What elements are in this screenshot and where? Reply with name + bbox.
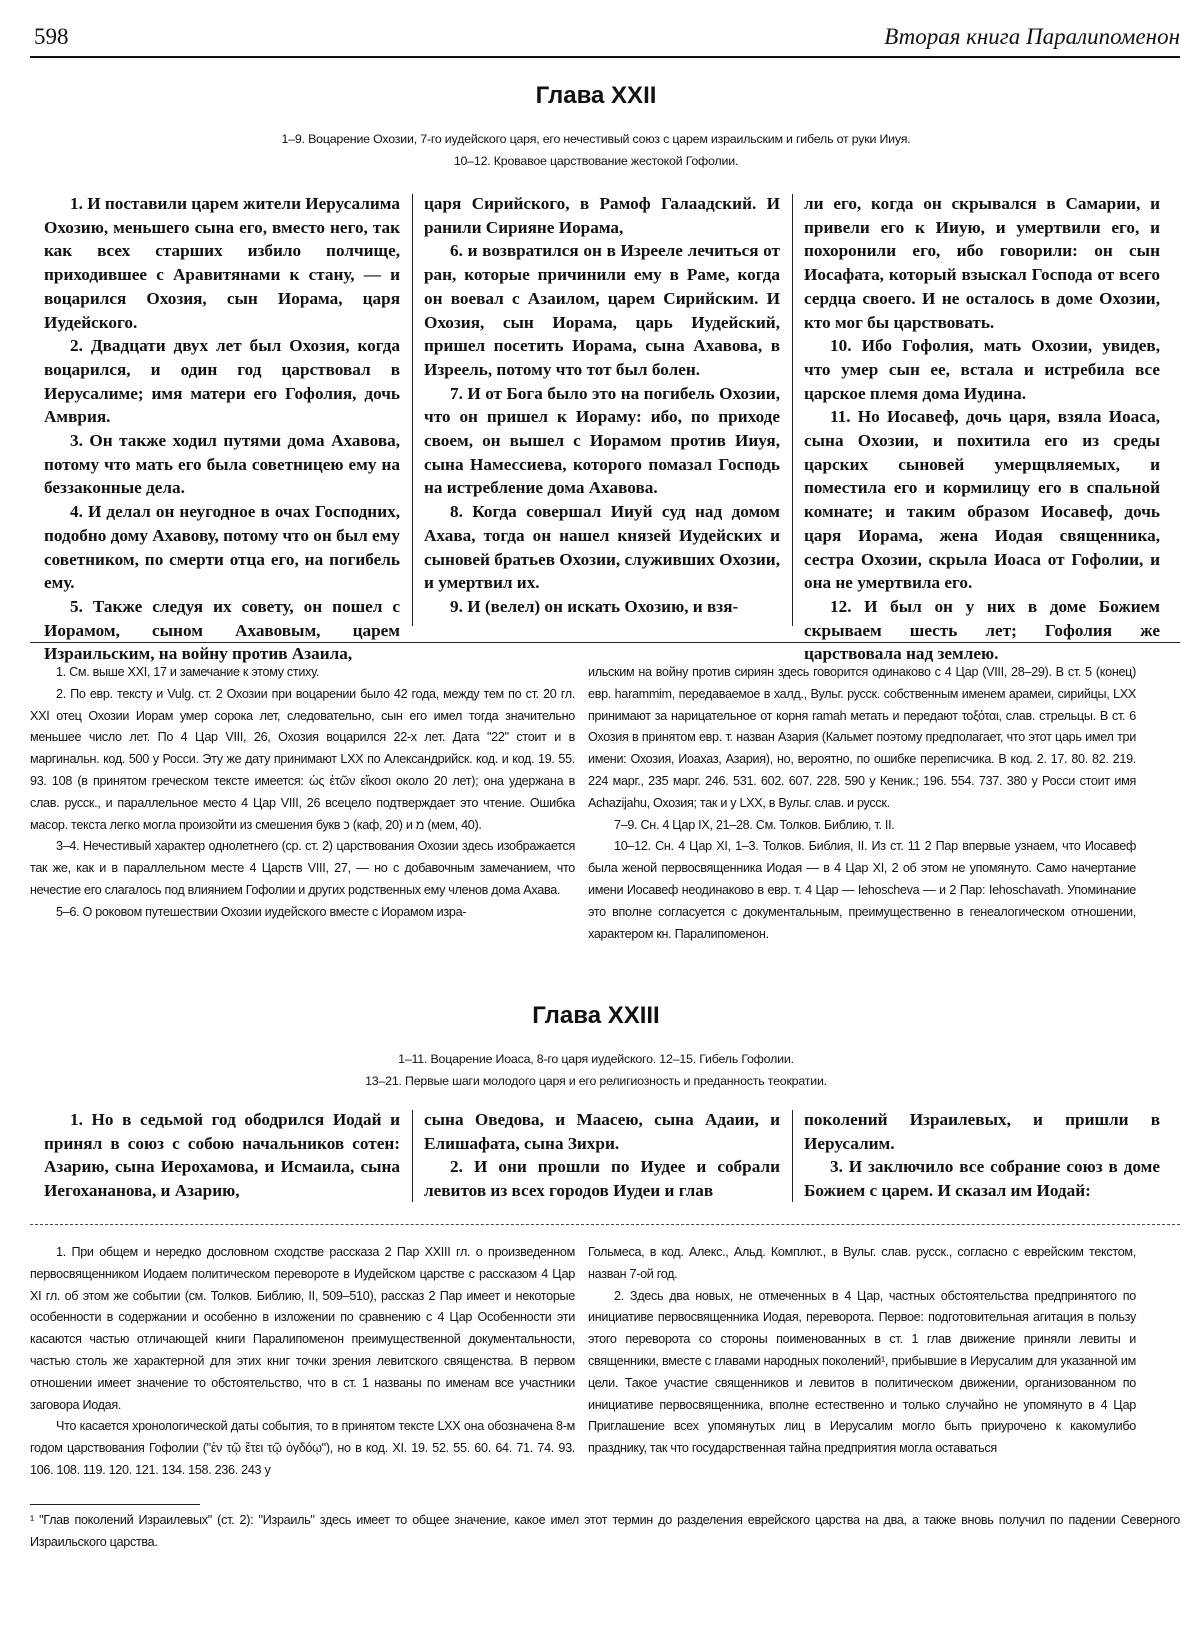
- chapter-23-notes: [30, 1242, 1180, 1492]
- verse: 1. И поставили царем жители Иерусалима Охозию, меньшего сына его, вместо него, так как всех старших избило полчище, приходившее с Аравитянами к стану, — и воцарился Охозия, сын Иорама, царя Иудейского.: [44, 194, 400, 332]
- verse: 4. И делал он неугодное в очах Господних, подобно дому Ахавову, потому что он был ему советником, по смерти отца его, на погибель ему.: [44, 502, 400, 593]
- column-divider: [412, 1110, 413, 1202]
- note: 7–9. Сн. 4 Цар IX, 21–28. См. Толков. Библию, т. II.: [614, 817, 895, 832]
- notes-column-1: [30, 1242, 575, 1482]
- notes-column-2: [588, 662, 1136, 945]
- verse: 8. Когда совершал Ииуй суд над домом Ахава, тогда он нашел князей Иудейских и сыновей братьев Охозии, служивших Охозии, и умертвил их.: [424, 502, 780, 593]
- note: 1. См. выше XXI, 17 и замечание к этому стиху.: [56, 665, 320, 679]
- notes-divider: [30, 1224, 1180, 1225]
- column-divider: [412, 194, 413, 626]
- chapter-22-text: [30, 192, 1180, 664]
- verse: 5. Также следуя их совету, он пошел с Иорамом, сыном Ахавовым, царем Израильским, на войну против Азаила,: [44, 596, 400, 664]
- chapter-23-text: [30, 1108, 1180, 1208]
- note: 2. По евр. тексту и Vulg. ст. 2 Охозии при воцарении было 42 года, между тем по ст. 20 гл. XXI отец Охозии Иорам умер сорока лет, следовательно, сын его имел тогда значительно меньшее число лет. По 4 Цар VIII, 26, Охозия воцарился 22-х лет. Дата "22" стоит и в маргинальн. код. 500 у Росси. Эту же дату принимают LXX по Александрийск. код. и код. 19. 55. 93. 108 (в принятом греческом тексте имеется: ὡς ἐτῶν εἴκοσι около 20 лет); она удержана в слав. русск., и параллельное место 4 Цар VIII, 26 всецело подтверждает это чтение. Ошибка масор. текста легко могла произойти из смешения букв כ (каф, 20) и מ (мем, 40).: [30, 686, 575, 832]
- verse: 11. Но Иосавеф, дочь царя, взяла Иоаса, сына Охозии, и похитила его из среды царских сыновей умерщвляемых, и поместила его и кормилицу его в спальной комнате; и таким образом Иосавеф, дочь царя Иорама, жена Иодая священника, сестра Охозии, скрыла Иоаса от Гофолии, и она не умертвила его.: [804, 407, 1160, 593]
- chapter-22-summary: [60, 128, 1132, 172]
- verse: 2. И они прошли по Иудее и собрали левитов из всех городов Иудеи и глав: [424, 1157, 780, 1201]
- book-title: Вторая книга Паралипоменон: [884, 24, 1180, 49]
- summary-line: 13–21. Первые шаги молодого царя и его религиозность и преданность теократии.: [365, 1074, 827, 1088]
- notes-column-1: [30, 662, 575, 924]
- text-column-2: [424, 192, 780, 619]
- note: ильским на войну против сириян здесь говорится одинаково с 4 Цар (VIII, 28–29). В ст. 5 (конец) евр. harammim, передаваемое в халд., Вульг. русск. собственным именем арамеи, сирийцы, LXX принимают за нарицательное от корня ramah метать и передают τοξόται, слав. стрельцы. В ст. 6 Охозия в принятом евр. т. назван Азария (Кальмет поэтому предполагает, что этот царь имел три имени: Охозия, Иоахаз, Азария), но, вероятно, по ошибке переписчика. В код. 2. 17. 80. 82. 219. 224 марг., 235 марг. 246. 531. 602. 607. 228. 590 у Кеник.; 196. 554. 737. 380 у Росси стоит имя Achazijahu, Охозия; так и у LXX, в Вульг. слав. и русск.: [588, 665, 1136, 810]
- summary-line: 1–11. Воцарение Иоаса, 8-го царя иудейского. 12–15. Гибель Гофолии.: [398, 1052, 794, 1066]
- verse: поколений Израилевых, и пришли в Иерусалим.: [804, 1110, 1160, 1153]
- summary-line: 1–9. Воцарение Охозии, 7-го иудейского царя, его нечестивый союз с царем израильским и гибель от руки Ииуя.: [281, 132, 911, 146]
- note: Что касается хронологической даты события, то в принятом тексте LXX она обозначена 8-м годом царствования Гофолии ("ἐν τῷ ἔτει τῷ ὀγδόῳ"), но в код. XI. 19. 52. 55. 60. 64. 71. 74. 93. 106. 108. 119. 120. 121. 134. 158. 236. 243 у: [30, 1419, 575, 1477]
- verse: 1. Но в седьмой год ободрился Иодай и принял в союз с собою начальников сотен: Азарию, сына Иерохамова, и Исмаила, сына Иегохананова, и Азарию,: [44, 1110, 400, 1201]
- column-divider: [792, 1110, 793, 1202]
- verse: 9. И (велел) он искать Охозию, и взя-: [450, 596, 739, 616]
- note: Гольмеса, в код. Алекс., Альд. Комплют., в Вульг. слав. русск., согласно с еврейским текстом, назван 7-ой год.: [588, 1245, 1136, 1281]
- running-header: [30, 22, 1180, 56]
- note: 3–4. Нечестивый характер однолетнего (ср. ст. 2) царствования Охозии здесь изображается так же, как и в параллельном месте 4 Царств VIII, 27, — но с добавочным замечанием, что нечестие его слагалось под влиянием Гофолии и других родственных ему членов дома Ахава.: [30, 839, 575, 897]
- chapter-23-title: Глава XXIII: [532, 1002, 660, 1029]
- verse: 10. Ибо Гофолия, мать Охозии, увидев, что умер сын ее, встала и истребила все царское племя дома Иудина.: [804, 336, 1160, 403]
- verse: ли его, когда он скрывался в Самарии, и привели его к Ииую, и умертвили его, и похоронили его, ибо говорили: он сын Иосафата, который взыскал Господа от всего сердца своего. И не осталось в доме Охозии, кто мог бы царствовать.: [804, 194, 1160, 332]
- chapter-23-summary: [60, 1048, 1132, 1092]
- text-column-1: [44, 192, 400, 666]
- chapter-22-notes: [30, 662, 1180, 970]
- page-number: 598: [34, 24, 69, 49]
- verse: 6. и возвратился он в Изрееле лечиться от ран, которые причинили ему в Раме, когда он воевал с Азаилом, царем Сирийским. И Охозия, сын Иорама, царь Иудейский, пришел посетить Иорама, сына Ахавова, в Изреель, потому что тот был болен.: [424, 241, 780, 379]
- verse: 7. И от Бога было это на погибель Охозии, что он пришел к Иораму: ибо, по приходе своем, он вышел с Иорамом против Ииуя, сына Намессиева, которого помазал Господь на истребление дома Ахавова.: [424, 383, 780, 498]
- note: 5–6. О роковом путешествии Охозии иудейского вместе с Иорамом изра-: [56, 904, 467, 919]
- note: 10–12. Сн. 4 Цар XI, 1–3. Толков. Библия, II. Из ст. 11 2 Пар впервые узнаем, что Иосавеф была женой первосвященника Иодая — в 4 Цар XI, 2 об этом не упомянуто. Само начертание имени Иосавеф неодинаково в евр. т. 4 Цар — Iehoscheva — и 2 Пар: Iehoschavath. Упоминание это вполне согласуется с документальным, преимущественно в генеалогическом отношении, характером кн. Паралипоменон.: [588, 839, 1136, 941]
- column-divider: [792, 194, 793, 626]
- notes-divider: [30, 642, 1180, 643]
- text-column-3: [804, 192, 1160, 666]
- footnote-rule: [30, 1504, 200, 1505]
- note: 1. При общем и нередко дословном сходстве рассказа 2 Пар XXIII гл. о произведенном первосвященником Иодаем политическом перевороте в Иудейском царстве с рассказом 4 Цар XI гл. об этом же событии (см. Толков. Библию, II, 509–510), рассказ 2 Пар имеет и некоторые особенности в содержании и особенно в изложении по сравнению с 4 Цар Особенности эти касаются частью отличающей книги Паралипоменон преимущественной документальности, частью столь же характерной для этих книг точки зрения левитского священства. В первом отношении имеет значение то обстоятельство, что в ст. 1 названы по именам все участники заговора Иодая.: [30, 1245, 575, 1412]
- notes-column-2: [588, 1242, 1136, 1460]
- chapter-22-title: Глава XXII: [535, 82, 657, 109]
- text-column-2: [424, 1108, 780, 1203]
- verse: 12. И был он у них в доме Божием скрываем шесть лет; Гофолия же царствовала над землею.: [804, 596, 1160, 664]
- verse: 2. Двадцати двух лет был Охозия, когда воцарился, и один год царствовал в Иерусалиме; имя матери его Гофолия, дочь Амврия.: [44, 336, 400, 427]
- verse: 3. И заключило все собрание союз в доме Божием с царем. И сказал им Иодай:: [804, 1157, 1160, 1201]
- verse: царя Сирийского, в Рамоф Галаадский. И ранили Сириянe Иорама,: [424, 194, 780, 237]
- verse: 3. Он также ходил путями дома Ахавова, потому что мать его была советницею ему на беззаконные дела.: [44, 431, 400, 498]
- footnote: ¹ "Глав поколений Израилевых" (ст. 2): "Израиль" здесь имеет то общее значение, какое имел этот термин до разделения еврейского царства на два, а также вновь получил по падении Северного Израильского царства.: [30, 1513, 1180, 1549]
- text-column-3: [804, 1108, 1160, 1203]
- note: 2. Здесь два новых, не отмеченных в 4 Цар, частных обстоятельства предпринятого по инициативе первосвященника Иодая, переворота. Первое: подготовительная агитация в пользу этого переворота со стороны поименованных в ст. 1 глав движение приняли левиты и священники, вместе с главами народных поколений¹, прибывшие в Иерусалим для указанной им цели. Такое участие священников и левитов в политическом движении, организованном по инициативе первосвященника, вполне естественно и только случайно не упомянуто в 4 Цар Приглашение всех упомянутых лиц в Иерусалим могло быть приурочено к какомулибо празднику, так что государственная тайна предприятия могла оставаться: [588, 1288, 1136, 1456]
- text-column-1: [44, 1108, 400, 1203]
- summary-line: 10–12. Кровавое царствование жестокой Гофолии.: [453, 154, 739, 168]
- verse: сына Оведова, и Маасею, сына Адаии, и Елишафата, сына Зихри.: [424, 1110, 780, 1153]
- header-rule: [30, 56, 1180, 58]
